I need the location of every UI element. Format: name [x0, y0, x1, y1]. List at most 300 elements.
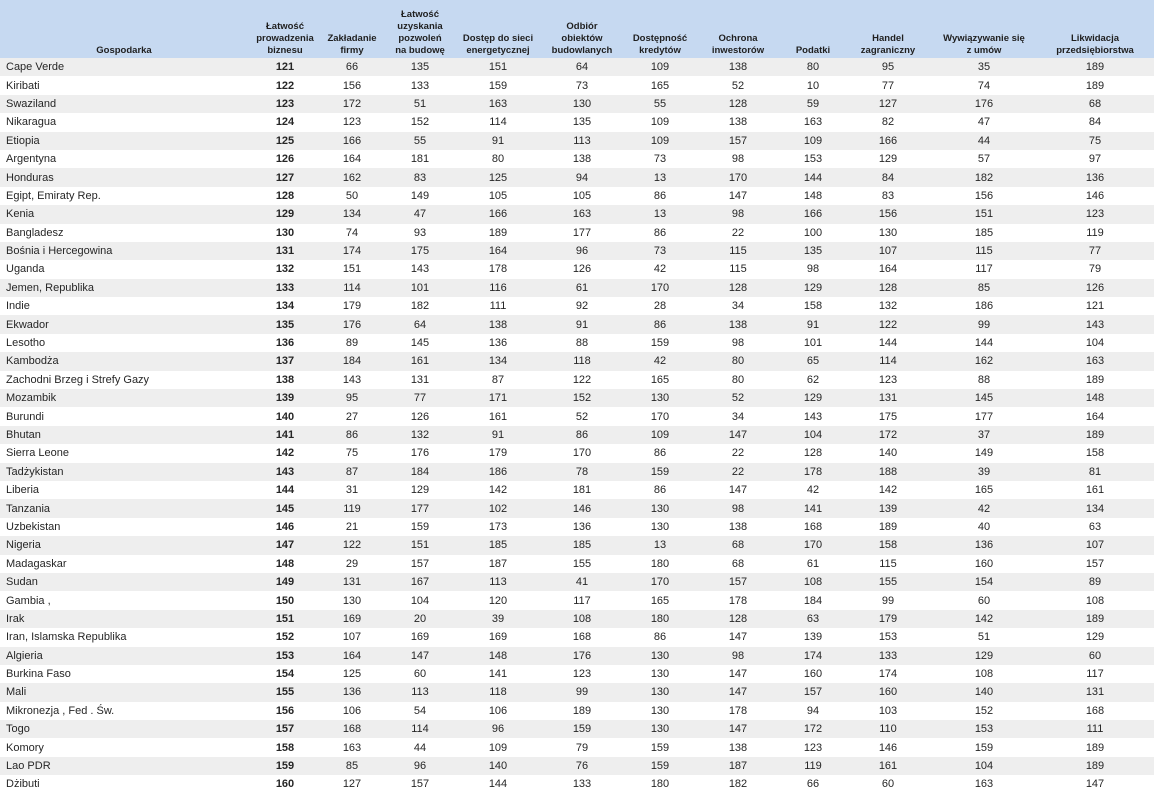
rank-cell: 121 [248, 58, 322, 76]
table-body [0, 58, 1154, 794]
col-contracts-cell: 153 [932, 720, 1036, 738]
col-investor-protection-cell: 98 [694, 499, 782, 517]
col-starting-business-cell: 184 [322, 352, 382, 370]
col-building-acceptance-header: Odbiór obiektów budowlanych [538, 0, 626, 58]
col-insolvency-cell: 119 [1036, 224, 1154, 242]
col-foreign-trade-cell: 164 [844, 260, 932, 278]
rank-cell: 151 [248, 610, 322, 628]
col-insolvency-cell: 131 [1036, 683, 1154, 701]
col-construction-permits-cell: 182 [382, 297, 458, 315]
col-starting-business-cell: 85 [322, 757, 382, 775]
col-construction-permits-cell: 114 [382, 720, 458, 738]
col-taxes-cell: 101 [782, 334, 844, 352]
col-starting-business-cell: 172 [322, 95, 382, 113]
col-contracts-cell: 85 [932, 279, 1036, 297]
col-investor-protection-cell: 147 [694, 426, 782, 444]
col-insolvency-cell: 84 [1036, 113, 1154, 131]
col-foreign-trade-cell: 60 [844, 775, 932, 793]
col-building-acceptance-cell: 79 [538, 738, 626, 756]
col-electricity-cell: 105 [458, 187, 538, 205]
col-building-acceptance-cell: 146 [538, 499, 626, 517]
col-contracts-cell: 51 [932, 628, 1036, 646]
col-contracts-cell: 108 [932, 665, 1036, 683]
col-investor-protection-cell: 98 [694, 150, 782, 168]
table-row [0, 58, 1154, 76]
col-foreign-trade-cell: 83 [844, 187, 932, 205]
col-investor-protection-cell: 115 [694, 260, 782, 278]
col-taxes-cell: 160 [782, 665, 844, 683]
col-contracts-cell: 182 [932, 168, 1036, 186]
col-foreign-trade-cell: 84 [844, 168, 932, 186]
table-row [0, 113, 1154, 131]
col-starting-business-cell: 179 [322, 297, 382, 315]
col-insolvency-cell: 123 [1036, 205, 1154, 223]
country-cell: Bośnia i Hercegowina [0, 242, 248, 260]
col-starting-business-cell: 50 [322, 187, 382, 205]
col-building-acceptance-cell: 76 [538, 757, 626, 775]
col-building-acceptance-cell: 159 [538, 720, 626, 738]
col-construction-permits-cell: 51 [382, 95, 458, 113]
rank-cell: 139 [248, 389, 322, 407]
col-building-acceptance-cell: 64 [538, 58, 626, 76]
col-contracts-cell: 115 [932, 242, 1036, 260]
col-starting-business-cell: 127 [322, 775, 382, 793]
col-electricity-cell: 120 [458, 591, 538, 609]
col-foreign-trade-cell: 110 [844, 720, 932, 738]
rank-cell: 130 [248, 224, 322, 242]
table-row [0, 260, 1154, 278]
col-construction-permits-cell: 149 [382, 187, 458, 205]
col-insolvency-cell: 108 [1036, 591, 1154, 609]
col-insolvency-cell: 189 [1036, 757, 1154, 775]
col-insolvency-header: Likwidacja przedsiębiorstwa [1036, 0, 1154, 58]
col-building-acceptance-cell: 176 [538, 647, 626, 665]
col-foreign-trade-cell: 114 [844, 352, 932, 370]
col-credit-cell: 42 [626, 260, 694, 278]
col-construction-permits-cell: 101 [382, 279, 458, 297]
country-cell: Togo [0, 720, 248, 738]
col-credit-cell: 159 [626, 334, 694, 352]
col-foreign-trade-cell: 153 [844, 628, 932, 646]
col-building-acceptance-cell: 170 [538, 444, 626, 462]
country-cell: Uzbekistan [0, 518, 248, 536]
col-insolvency-cell: 161 [1036, 481, 1154, 499]
col-foreign-trade-cell: 129 [844, 150, 932, 168]
col-contracts-cell: 186 [932, 297, 1036, 315]
rank-cell: 136 [248, 334, 322, 352]
col-insolvency-cell: 136 [1036, 168, 1154, 186]
country-cell: Nikaragua [0, 113, 248, 131]
col-taxes-cell: 128 [782, 444, 844, 462]
col-insolvency-cell: 79 [1036, 260, 1154, 278]
col-taxes-cell: 166 [782, 205, 844, 223]
col-taxes-cell: 10 [782, 76, 844, 94]
col-taxes-cell: 143 [782, 407, 844, 425]
col-electricity-cell: 173 [458, 518, 538, 536]
col-investor-protection-cell: 115 [694, 242, 782, 260]
col-foreign-trade-cell: 144 [844, 334, 932, 352]
col-contracts-cell: 44 [932, 132, 1036, 150]
col-credit-cell: 28 [626, 297, 694, 315]
col-insolvency-cell: 68 [1036, 95, 1154, 113]
col-taxes-cell: 100 [782, 224, 844, 242]
country-cell: Uganda [0, 260, 248, 278]
col-contracts-cell: 74 [932, 76, 1036, 94]
col-investor-protection-cell: 98 [694, 205, 782, 223]
table-row [0, 297, 1154, 315]
col-investor-protection-cell: 147 [694, 720, 782, 738]
country-cell: Komory [0, 738, 248, 756]
col-credit-cell: 130 [626, 720, 694, 738]
col-taxes-cell: 129 [782, 389, 844, 407]
col-investor-protection-cell: 68 [694, 536, 782, 554]
country-cell: Bhutan [0, 426, 248, 444]
col-construction-permits-cell: 83 [382, 168, 458, 186]
col-credit-cell: 73 [626, 150, 694, 168]
table-row [0, 426, 1154, 444]
col-insolvency-cell: 75 [1036, 132, 1154, 150]
col-credit-cell: 165 [626, 371, 694, 389]
col-electricity-cell: 178 [458, 260, 538, 278]
col-investor-protection-cell: 22 [694, 444, 782, 462]
col-credit-cell: 109 [626, 113, 694, 131]
country-cell: Argentyna [0, 150, 248, 168]
col-insolvency-cell: 148 [1036, 389, 1154, 407]
col-contracts-cell: 162 [932, 352, 1036, 370]
col-insolvency-cell: 158 [1036, 444, 1154, 462]
col-electricity-cell: 163 [458, 95, 538, 113]
table-row [0, 444, 1154, 462]
col-electricity-cell: 113 [458, 573, 538, 591]
col-foreign-trade-cell: 132 [844, 297, 932, 315]
country-cell: Iran, Islamska Republika [0, 628, 248, 646]
rank-cell: 131 [248, 242, 322, 260]
col-starting-business-cell: 131 [322, 573, 382, 591]
col-investor-protection-cell: 34 [694, 407, 782, 425]
col-construction-permits-cell: 132 [382, 426, 458, 444]
table-row [0, 315, 1154, 333]
col-starting-business-cell: 106 [322, 702, 382, 720]
col-electricity-cell: 96 [458, 720, 538, 738]
table-row [0, 371, 1154, 389]
col-foreign-trade-cell: 156 [844, 205, 932, 223]
col-investor-protection-cell: 128 [694, 610, 782, 628]
col-construction-permits-cell: 126 [382, 407, 458, 425]
col-electricity-cell: 161 [458, 407, 538, 425]
col-electricity-cell: 186 [458, 463, 538, 481]
col-insolvency-cell: 111 [1036, 720, 1154, 738]
rank-cell: 150 [248, 591, 322, 609]
col-taxes-cell: 109 [782, 132, 844, 150]
rank-cell: 140 [248, 407, 322, 425]
col-credit-cell: 159 [626, 463, 694, 481]
col-taxes-cell: 144 [782, 168, 844, 186]
col-taxes-cell: 80 [782, 58, 844, 76]
col-investor-protection-cell: 68 [694, 555, 782, 573]
country-cell: Kiribati [0, 76, 248, 94]
col-credit-cell: 180 [626, 775, 694, 793]
rank-cell: 146 [248, 518, 322, 536]
rank-cell: 129 [248, 205, 322, 223]
col-investor-protection-cell: 22 [694, 224, 782, 242]
col-starting-business-cell: 95 [322, 389, 382, 407]
col-building-acceptance-cell: 133 [538, 775, 626, 793]
col-contracts-cell: 144 [932, 334, 1036, 352]
col-credit-cell: 86 [626, 315, 694, 333]
col-credit-cell: 13 [626, 168, 694, 186]
col-taxes-cell: 42 [782, 481, 844, 499]
col-contracts-cell: 129 [932, 647, 1036, 665]
col-taxes-header: Podatki [782, 0, 844, 58]
col-electricity-cell: 169 [458, 628, 538, 646]
col-investor-protection-cell: 98 [694, 647, 782, 665]
col-starting-business-cell: 176 [322, 315, 382, 333]
col-construction-permits-cell: 161 [382, 352, 458, 370]
table-row [0, 95, 1154, 113]
col-building-acceptance-cell: 108 [538, 610, 626, 628]
col-insolvency-cell: 104 [1036, 334, 1154, 352]
col-foreign-trade-cell: 127 [844, 95, 932, 113]
col-insolvency-cell: 189 [1036, 58, 1154, 76]
col-foreign-trade-cell: 130 [844, 224, 932, 242]
col-electricity-cell: 80 [458, 150, 538, 168]
table-row [0, 555, 1154, 573]
col-electricity-cell: 111 [458, 297, 538, 315]
col-credit-cell: 159 [626, 757, 694, 775]
country-cell: Zachodni Brzeg i Strefy Gazy [0, 371, 248, 389]
rank-cell: 147 [248, 536, 322, 554]
rank-cell: 145 [248, 499, 322, 517]
col-construction-permits-header: Łatwość uzyskania pozwoleń na budowę [382, 0, 458, 58]
col-insolvency-cell: 168 [1036, 702, 1154, 720]
col-investor-protection-cell: 147 [694, 665, 782, 683]
col-contracts-cell: 42 [932, 499, 1036, 517]
col-building-acceptance-cell: 177 [538, 224, 626, 242]
col-construction-permits-cell: 104 [382, 591, 458, 609]
country-cell: Algieria [0, 647, 248, 665]
col-starting-business-cell: 163 [322, 738, 382, 756]
col-construction-permits-cell: 157 [382, 555, 458, 573]
table-row [0, 702, 1154, 720]
col-building-acceptance-cell: 52 [538, 407, 626, 425]
col-building-acceptance-cell: 185 [538, 536, 626, 554]
col-foreign-trade-cell: 155 [844, 573, 932, 591]
col-starting-business-cell: 87 [322, 463, 382, 481]
col-construction-permits-cell: 55 [382, 132, 458, 150]
col-foreign-trade-cell: 188 [844, 463, 932, 481]
col-construction-permits-cell: 145 [382, 334, 458, 352]
table-row [0, 775, 1154, 793]
country-cell: Egipt, Emiraty Rep. [0, 187, 248, 205]
col-building-acceptance-cell: 61 [538, 279, 626, 297]
col-insolvency-cell: 189 [1036, 76, 1154, 94]
col-starting-business-cell: 107 [322, 628, 382, 646]
col-electricity-cell: 189 [458, 224, 538, 242]
col-foreign-trade-cell: 174 [844, 665, 932, 683]
col-investor-protection-cell: 178 [694, 591, 782, 609]
col-foreign-trade-cell: 77 [844, 76, 932, 94]
col-investor-protection-cell: 138 [694, 58, 782, 76]
col-investor-protection-cell: 128 [694, 279, 782, 297]
col-taxes-cell: 153 [782, 150, 844, 168]
rank-cell: 134 [248, 297, 322, 315]
col-construction-permits-cell: 177 [382, 499, 458, 517]
col-credit-cell: 13 [626, 536, 694, 554]
col-starting-business-cell: 75 [322, 444, 382, 462]
rank-cell: 152 [248, 628, 322, 646]
country-cell: Burkina Faso [0, 665, 248, 683]
col-foreign-trade-cell: 122 [844, 315, 932, 333]
col-insolvency-cell: 163 [1036, 352, 1154, 370]
col-contracts-cell: 176 [932, 95, 1036, 113]
col-taxes-cell: 123 [782, 738, 844, 756]
col-taxes-cell: 129 [782, 279, 844, 297]
col-contracts-cell: 152 [932, 702, 1036, 720]
col-credit-header: Dostępność kredytów [626, 0, 694, 58]
col-construction-permits-cell: 113 [382, 683, 458, 701]
col-building-acceptance-cell: 152 [538, 389, 626, 407]
col-credit-cell: 13 [626, 205, 694, 223]
rank-cell: 143 [248, 463, 322, 481]
table-row [0, 665, 1154, 683]
col-electricity-cell: 142 [458, 481, 538, 499]
country-cell: Kambodża [0, 352, 248, 370]
table-row [0, 628, 1154, 646]
col-electricity-cell: 91 [458, 132, 538, 150]
col-building-acceptance-cell: 122 [538, 371, 626, 389]
table-row [0, 518, 1154, 536]
col-foreign-trade-cell: 123 [844, 371, 932, 389]
table-row [0, 150, 1154, 168]
col-credit-cell: 109 [626, 426, 694, 444]
col-credit-cell: 42 [626, 352, 694, 370]
col-foreign-trade-cell: 133 [844, 647, 932, 665]
col-contracts-cell: 185 [932, 224, 1036, 242]
col-foreign-trade-cell: 161 [844, 757, 932, 775]
country-cell: Gambia , [0, 591, 248, 609]
col-electricity-cell: 138 [458, 315, 538, 333]
col-starting-business-cell: 174 [322, 242, 382, 260]
table-row [0, 76, 1154, 94]
col-building-acceptance-cell: 118 [538, 352, 626, 370]
col-investor-protection-cell: 157 [694, 132, 782, 150]
col-contracts-cell: 35 [932, 58, 1036, 76]
col-starting-business-cell: 169 [322, 610, 382, 628]
col-electricity-cell: 102 [458, 499, 538, 517]
col-contracts-cell: 117 [932, 260, 1036, 278]
col-electricity-cell: 116 [458, 279, 538, 297]
col-foreign-trade-cell: 128 [844, 279, 932, 297]
col-starting-business-cell: 136 [322, 683, 382, 701]
country-cell: Mali [0, 683, 248, 701]
col-taxes-cell: 104 [782, 426, 844, 444]
col-building-acceptance-cell: 92 [538, 297, 626, 315]
col-investor-protection-header: Ochrona inwestorów [694, 0, 782, 58]
country-cell: Indie [0, 297, 248, 315]
country-cell: Jemen, Republika [0, 279, 248, 297]
col-foreign-trade-cell: 115 [844, 555, 932, 573]
col-contracts-cell: 104 [932, 757, 1036, 775]
col-credit-cell: 130 [626, 518, 694, 536]
col-construction-permits-cell: 129 [382, 481, 458, 499]
col-contracts-cell: 60 [932, 591, 1036, 609]
country-cell: Mikronezja , Fed . Św. [0, 702, 248, 720]
col-foreign-trade-cell: 99 [844, 591, 932, 609]
col-building-acceptance-cell: 181 [538, 481, 626, 499]
col-building-acceptance-cell: 99 [538, 683, 626, 701]
table-row [0, 168, 1154, 186]
col-foreign-trade-cell: 175 [844, 407, 932, 425]
col-foreign-trade-cell: 158 [844, 536, 932, 554]
col-contracts-cell: 159 [932, 738, 1036, 756]
table-row [0, 463, 1154, 481]
col-starting-business-cell: 125 [322, 665, 382, 683]
col-taxes-cell: 63 [782, 610, 844, 628]
col-investor-protection-cell: 147 [694, 481, 782, 499]
col-construction-permits-cell: 131 [382, 371, 458, 389]
table-row [0, 279, 1154, 297]
col-building-acceptance-cell: 163 [538, 205, 626, 223]
col-construction-permits-cell: 181 [382, 150, 458, 168]
col-taxes-cell: 98 [782, 260, 844, 278]
col-starting-business-cell: 119 [322, 499, 382, 517]
col-insolvency-cell: 189 [1036, 371, 1154, 389]
col-credit-cell: 130 [626, 665, 694, 683]
col-starting-business-cell: 86 [322, 426, 382, 444]
col-investor-protection-cell: 34 [694, 297, 782, 315]
col-starting-business-cell: 31 [322, 481, 382, 499]
col-credit-cell: 109 [626, 132, 694, 150]
col-credit-cell: 130 [626, 702, 694, 720]
country-cell: Nigeria [0, 536, 248, 554]
table-row [0, 683, 1154, 701]
col-starting-business-cell: 164 [322, 647, 382, 665]
col-taxes-cell: 141 [782, 499, 844, 517]
col-insolvency-cell: 117 [1036, 665, 1154, 683]
col-credit-cell: 170 [626, 279, 694, 297]
col-credit-cell: 170 [626, 573, 694, 591]
col-investor-protection-cell: 138 [694, 518, 782, 536]
col-taxes-cell: 91 [782, 315, 844, 333]
col-starting-business-cell: 156 [322, 76, 382, 94]
col-foreign-trade-cell: 189 [844, 518, 932, 536]
col-starting-business-cell: 114 [322, 279, 382, 297]
col-building-acceptance-cell: 94 [538, 168, 626, 186]
col-credit-cell: 109 [626, 58, 694, 76]
table-row [0, 499, 1154, 517]
col-contracts-cell: 140 [932, 683, 1036, 701]
col-insolvency-cell: 63 [1036, 518, 1154, 536]
country-cell: Honduras [0, 168, 248, 186]
country-cell: Lesotho [0, 334, 248, 352]
col-taxes-cell: 178 [782, 463, 844, 481]
col-investor-protection-cell: 178 [694, 702, 782, 720]
col-electricity-cell: 118 [458, 683, 538, 701]
col-electricity-header: Dostęp do sieci energetycznej [458, 0, 538, 58]
col-insolvency-cell: 164 [1036, 407, 1154, 425]
col-foreign-trade-cell: 139 [844, 499, 932, 517]
col-construction-permits-cell: 152 [382, 113, 458, 131]
col-country-header: Gospodarka [0, 0, 248, 58]
col-starting-business-cell: 143 [322, 371, 382, 389]
col-foreign-trade-cell: 107 [844, 242, 932, 260]
col-starting-business-cell: 89 [322, 334, 382, 352]
country-cell: Kenia [0, 205, 248, 223]
col-contracts-cell: 154 [932, 573, 1036, 591]
col-credit-cell: 165 [626, 591, 694, 609]
rank-cell: 123 [248, 95, 322, 113]
country-cell: Cape Verde [0, 58, 248, 76]
